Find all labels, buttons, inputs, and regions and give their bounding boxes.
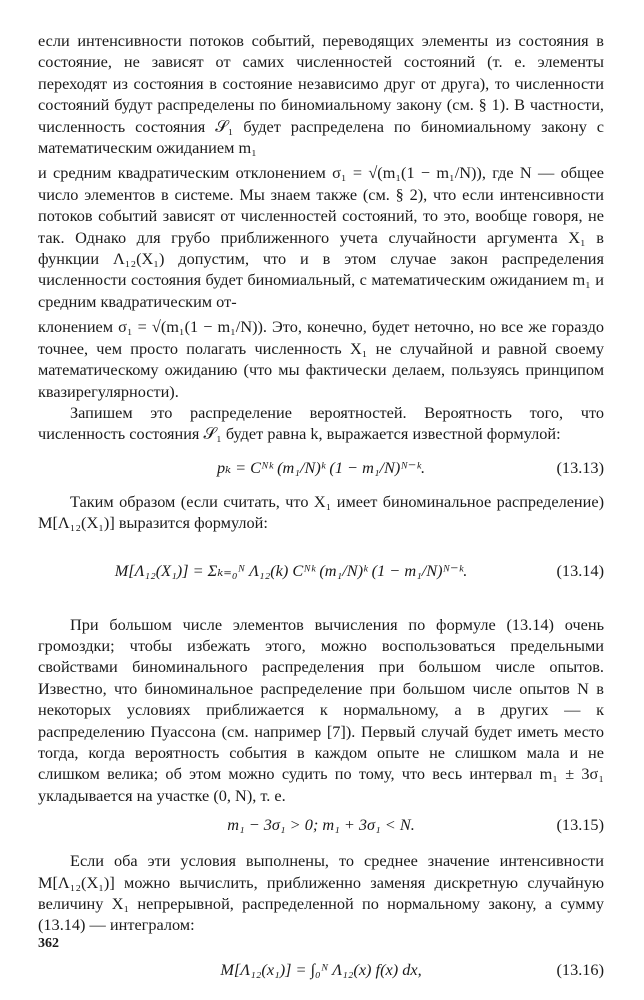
equation-formula: M[Λ₁₂(X₁)] = Σₖ₌₀ᴺ Λ₁₂(k) Cᴺᵏ (m₁/N)ᵏ (1 − m₁/N)ᴺ⁻ᵏ.	[114, 560, 468, 580]
equation-number: (13.15)	[556, 815, 604, 835]
paragraph-4: При большом числе элементов вычисления по формуле (13.14) очень громоздки; чтобы избежать этого, можно воспользоваться предельными свойствами биноминального распределения при большом числе опытов. Известно, что биноминальное распределение при большом числе опытов N в некоторых условиях приближается к нормальному, а в других — к распределению Пуассона (см. например [7]). Первый случай будет иметь место тогда, когда вероятность события в каждом опыте не слишком мала и не слишком велика; об этом можно судить по тому, что весь интервал m₁ ± 3σ₁ укладывается на участке (0, N), т. е.	[38, 614, 604, 805]
equation-formula: M[Λ₁₂(x₁)] = ∫₀ᴺ Λ₁₂(x) f(x) dx,	[220, 959, 422, 979]
equation-number: (13.13)	[556, 457, 604, 477]
paragraph-1c: клонением σ₁ = √(m₁(1 − m₁/N)). Это, конечно, будет неточно, но все же гораздо точнее, чем просто полагать численность X₁ не случайной и равной своему математическому ожиданию (что мы фактически делаем, пользуясь принципом квазирегулярности).	[38, 317, 604, 401]
equation-number: (13.16)	[556, 959, 604, 979]
paragraph-1b: и средним квадратическим отклонением σ₁ = √(m₁(1 − m₁/N)), где N — общее число элементов в системе. Мы знаем также (см. § 2), что если интенсивности потоков событий зависят от численностей состояний, то это, вообще говоря, не так. Однако для грубо приближенного учета случайности аргумента X₁ в функции Λ₁₂(X₁) допустим, что и в этом случае закон распределения численности состояния будет биномиальный, с математическим ожиданием m₁ и средним квадратическим от-	[38, 163, 604, 311]
equation-number: (13.14)	[556, 560, 604, 580]
paragraph-3: Таким образом (если считать, что X₁ имеет биноминальное распределение) M[Λ₁₂(X₁)] выразится формулой:	[38, 491, 604, 533]
page-content	[38, 30, 604, 998]
paragraph-2: Запишем это распределение вероятностей. Вероятность того, что численность состояния 𝒮₁ будет равна k, выражается известной формулой:	[38, 402, 604, 444]
page-number: 362	[38, 936, 59, 951]
equation-formula: pₖ = Cᴺᵏ (m₁/N)ᵏ (1 − m₁/N)ᴺ⁻ᵏ.	[216, 457, 426, 477]
paragraph-1a: если интенсивности потоков событий, переводящих элементы из состояния в состояние, не зависят от самих численностей состояний (т. е. элементы переходят из состояния в состояние независимо друг от друга), то численности состояний будут распределены по биномиальному закону (см. § 1). В частности, численность состояния 𝒮₁ будет распределена по биномиальному закону с математическим ожиданием m₁	[38, 31, 604, 158]
paragraph-5: Если оба эти условия выполнены, то среднее значение интенсивности M[Λ₁₂(X₁)] можно вычислить, приближенно заменяя дискретную случайную величину X₁ непрерывной, распределенной по нормальному закону, а сумму (13.14) — интегралом:	[38, 851, 604, 935]
equation-formula: m₁ − 3σ₁ > 0; m₁ + 3σ₁ < N.	[227, 815, 415, 835]
equation-13-16	[38, 942, 604, 998]
equation-13-14	[38, 540, 604, 602]
equation-13-15	[38, 812, 604, 838]
equation-13-13	[38, 451, 604, 485]
